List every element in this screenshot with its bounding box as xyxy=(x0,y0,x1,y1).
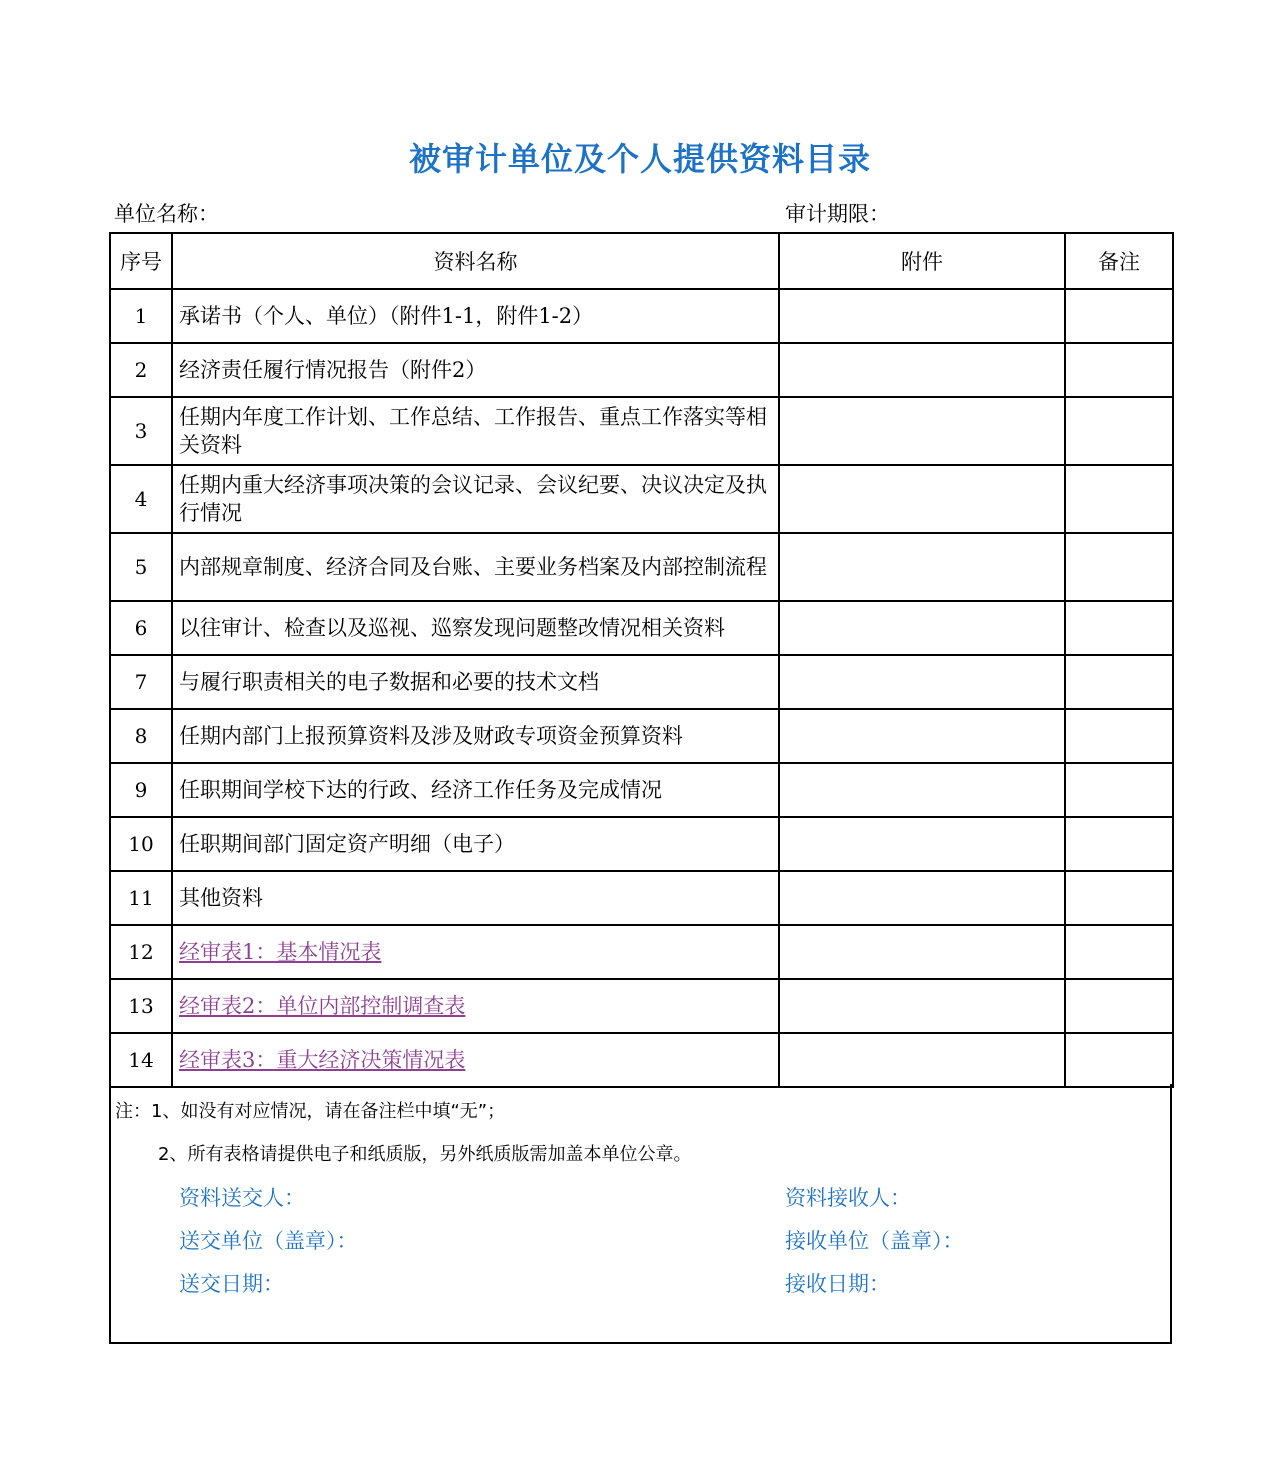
page-title: 被审计单位及个人提供资料目录 xyxy=(408,140,871,178)
row-name: 任期内重大经济事项决策的会议记录、会议纪要、决议决定及执行情况 xyxy=(172,465,779,533)
row-seq: 1 xyxy=(110,289,172,343)
receive-date-label: 接收日期： xyxy=(785,1272,890,1296)
table-row xyxy=(110,979,1173,1033)
row-name: 与履行职责相关的电子数据和必要的技术文档 xyxy=(172,655,779,709)
table-row xyxy=(110,817,1173,871)
row-remark-cell[interactable] xyxy=(1065,397,1173,465)
row-name: 任期内年度工作计划、工作总结、工作报告、重点工作落实等相关资料 xyxy=(172,397,779,465)
row-remark-cell[interactable] xyxy=(1065,979,1173,1033)
row-seq: 8 xyxy=(110,709,172,763)
table-row xyxy=(110,655,1173,709)
row-seq: 7 xyxy=(110,655,172,709)
row-seq: 5 xyxy=(110,533,172,601)
note-2: 2、所有表格请提供电子和纸质版，另外纸质版需加盖本单位公章。 xyxy=(158,1144,692,1165)
note-1: 注：1、如没有对应情况，请在备注栏中填“无”； xyxy=(115,1101,506,1122)
row-attachment-cell[interactable] xyxy=(779,871,1065,925)
sender-label: 资料送交人： xyxy=(179,1186,305,1210)
receiver-label: 资料接收人： xyxy=(785,1186,911,1210)
table-row xyxy=(110,533,1173,601)
row-name: 任期内部门上报预算资料及涉及财政专项资金预算资料 xyxy=(172,709,779,763)
row-name: 内部规章制度、经济合同及台账、主要业务档案及内部控制流程 xyxy=(172,533,779,601)
row-name: 经济责任履行情况报告（附件2） xyxy=(172,343,779,397)
row-attachment-cell[interactable] xyxy=(779,979,1065,1033)
row-attachment-cell[interactable] xyxy=(779,343,1065,397)
row-attachment-cell[interactable] xyxy=(779,763,1065,817)
link-basic-info-form[interactable]: 经审表1：基本情况表 xyxy=(179,940,382,964)
table-row xyxy=(110,397,1173,465)
audit-period-label: 审计期限： xyxy=(785,202,890,226)
row-attachment-cell[interactable] xyxy=(779,289,1065,343)
row-name: 承诺书（个人、单位）（附件1-1，附件1-2） xyxy=(172,289,779,343)
row-name: 其他资料 xyxy=(172,871,779,925)
row-remark-cell[interactable] xyxy=(1065,655,1173,709)
row-seq: 11 xyxy=(110,871,172,925)
row-attachment-cell[interactable] xyxy=(779,465,1065,533)
row-name: 任职期间学校下达的行政、经济工作任务及完成情况 xyxy=(172,763,779,817)
link-major-decision-form[interactable]: 经审表3：重大经济决策情况表 xyxy=(179,1048,466,1072)
row-attachment-cell[interactable] xyxy=(779,397,1065,465)
row-name-cell xyxy=(172,925,779,979)
row-seq: 9 xyxy=(110,763,172,817)
receiver-unit-label: 接收单位（盖章）： xyxy=(785,1229,964,1253)
header-name: 资料名称 xyxy=(172,233,779,289)
row-attachment-cell[interactable] xyxy=(779,533,1065,601)
table-row xyxy=(110,709,1173,763)
row-seq: 13 xyxy=(110,979,172,1033)
table-row xyxy=(110,343,1173,397)
row-attachment-cell[interactable] xyxy=(779,709,1065,763)
row-name-cell xyxy=(172,1033,779,1087)
row-remark-cell[interactable] xyxy=(1065,343,1173,397)
row-remark-cell[interactable] xyxy=(1065,925,1173,979)
row-remark-cell[interactable] xyxy=(1065,871,1173,925)
header-remark: 备注 xyxy=(1065,233,1173,289)
row-remark-cell[interactable] xyxy=(1065,289,1173,343)
row-seq: 14 xyxy=(110,1033,172,1087)
row-seq: 10 xyxy=(110,817,172,871)
header-attachment: 附件 xyxy=(779,233,1065,289)
row-attachment-cell[interactable] xyxy=(779,1033,1065,1087)
notes-box xyxy=(109,1084,1172,1344)
table-row xyxy=(110,289,1173,343)
table-row xyxy=(110,465,1173,533)
row-remark-cell[interactable] xyxy=(1065,763,1173,817)
sender-unit-label: 送交单位（盖章）： xyxy=(179,1229,358,1253)
materials-table xyxy=(109,232,1174,1088)
table-row xyxy=(110,601,1173,655)
row-remark-cell[interactable] xyxy=(1065,601,1173,655)
table-row xyxy=(110,925,1173,979)
table-row xyxy=(110,763,1173,817)
row-name: 以往审计、检查以及巡视、巡察发现问题整改情况相关资料 xyxy=(172,601,779,655)
table-row xyxy=(110,871,1173,925)
row-attachment-cell[interactable] xyxy=(779,925,1065,979)
row-seq: 3 xyxy=(110,397,172,465)
row-attachment-cell[interactable] xyxy=(779,601,1065,655)
row-seq: 6 xyxy=(110,601,172,655)
row-name-cell xyxy=(172,979,779,1033)
link-internal-control-form[interactable]: 经审表2：单位内部控制调查表 xyxy=(179,994,466,1018)
row-seq: 4 xyxy=(110,465,172,533)
row-seq: 12 xyxy=(110,925,172,979)
row-remark-cell[interactable] xyxy=(1065,817,1173,871)
unit-name-label: 单位名称： xyxy=(114,202,219,226)
row-attachment-cell[interactable] xyxy=(779,817,1065,871)
table-row xyxy=(110,1033,1173,1087)
row-attachment-cell[interactable] xyxy=(779,655,1065,709)
row-remark-cell[interactable] xyxy=(1065,1033,1173,1087)
row-seq: 2 xyxy=(110,343,172,397)
row-remark-cell[interactable] xyxy=(1065,533,1173,601)
header-seq: 序号 xyxy=(110,233,172,289)
row-remark-cell[interactable] xyxy=(1065,465,1173,533)
row-remark-cell[interactable] xyxy=(1065,709,1173,763)
row-name: 任职期间部门固定资产明细（电子） xyxy=(172,817,779,871)
send-date-label: 送交日期： xyxy=(179,1272,284,1296)
